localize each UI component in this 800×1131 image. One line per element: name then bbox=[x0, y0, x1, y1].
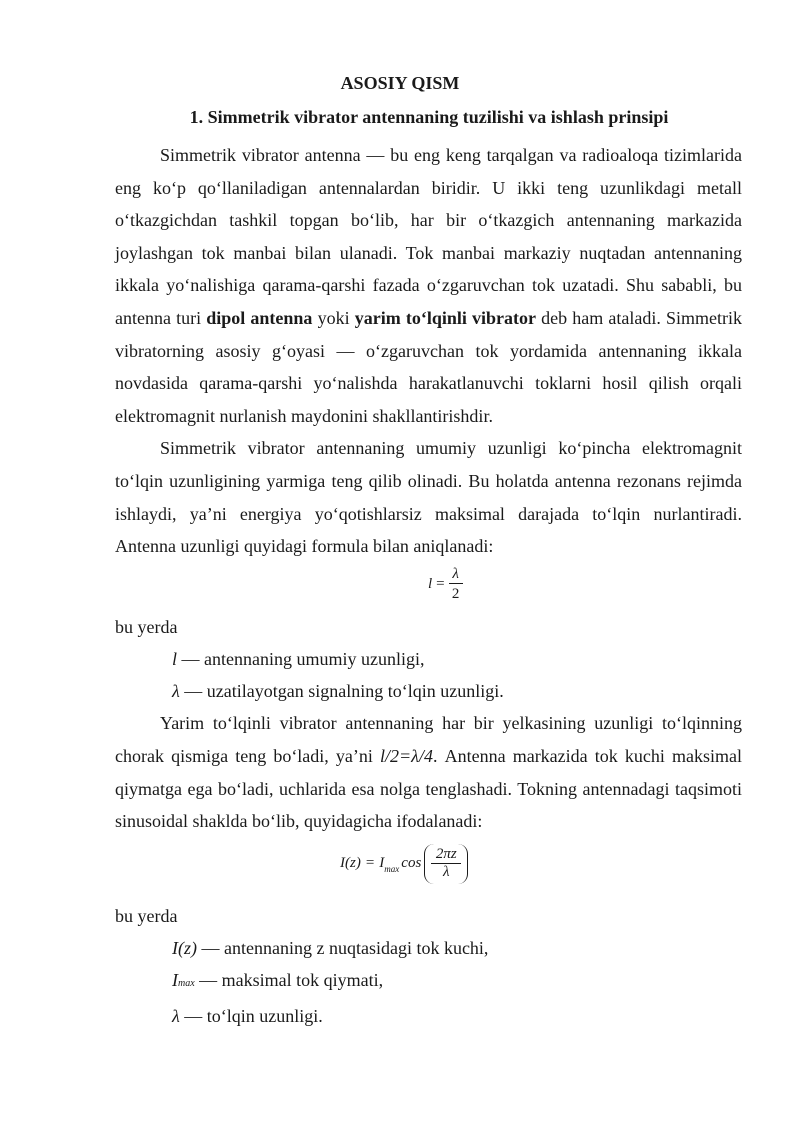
definition-symbol: λ bbox=[172, 681, 180, 702]
formula2-lhs: I(z) bbox=[340, 855, 361, 872]
definition-symbol: I(z) bbox=[172, 938, 197, 959]
formula2-imax: I bbox=[379, 855, 385, 872]
formula-length bbox=[115, 563, 742, 611]
where-label-2: bu yerda bbox=[115, 905, 178, 926]
p1-text-b: yoki bbox=[312, 307, 355, 328]
formula2-function: cos bbox=[401, 855, 422, 872]
definition-text: — uzatilayotgan signalning to‘lqin uzunligi. bbox=[179, 681, 504, 702]
where-label-1: bu yerda bbox=[115, 616, 178, 637]
formula1-numerator: λ bbox=[452, 565, 459, 582]
formula2-equals: = bbox=[365, 855, 375, 872]
definition-item bbox=[115, 964, 742, 1000]
formula2-denominator: λ bbox=[443, 864, 450, 881]
formula2-parentheses bbox=[424, 844, 468, 884]
document-body bbox=[115, 139, 742, 1032]
formula1-lhs: l bbox=[428, 575, 433, 592]
paragraph-1 bbox=[115, 139, 742, 432]
p1-text-c: deb ham ataladi. Simmetrik vibratorning asosiy g‘oyasi — o‘zgaruvchan tok yordamida antennaning ikkala novdasida qarama-qarshi yo‘nalishda harakatlanuvchi toklarni hosil qilish orqali elektromagnit nurlanish maydonini shakllantirishdir. bbox=[115, 307, 742, 426]
paragraph-2: Simmetrik vibrator antennaning umumiy uzunligi ko‘pincha elektromagnit to‘lqin uzunligining yarmiga teng qilib olinadi. Bu holatda antenna rezonans rejimda ishlaydi, ya’ni energiya yo‘qotishlarsiz maksimal darajada to‘lqin nurlantiradi. Antenna uzunligi quyidagi formula bilan aniqlanadi: bbox=[115, 438, 742, 557]
p3-text-a: Yarim to‘lqinli vibrator antennaning har bir yelkasining uzunligi to‘lqinning chorak qismiga teng bo‘ladi, ya’ni bbox=[115, 713, 742, 766]
definition-item bbox=[115, 1000, 742, 1032]
formula-current-distribution bbox=[115, 838, 742, 900]
formula1-denominator: 2 bbox=[451, 585, 460, 602]
definition-subscript: max bbox=[178, 978, 195, 990]
section-title: 1. Simmetrik vibrator antennaning tuzilishi va ishlash prinsipi bbox=[189, 107, 669, 127]
definition-text: — antennaning z nuqtasidagi tok kuchi, bbox=[197, 938, 489, 959]
p3-inline-formula: l/2=λ/4 bbox=[380, 745, 433, 766]
definition-text: — maksimal tok qiymati, bbox=[194, 970, 384, 991]
definition-text: — antennaning umumiy uzunligi, bbox=[177, 649, 425, 670]
definition-item bbox=[115, 675, 742, 707]
formula2-numerator: 2πz bbox=[435, 846, 457, 863]
formula1-equals: = bbox=[436, 575, 445, 592]
definition-text: — to‘lqin uzunligi. bbox=[179, 1006, 323, 1027]
definition-symbol: λ bbox=[172, 1006, 180, 1027]
formula2-subscript: max bbox=[384, 863, 400, 874]
paragraph-3 bbox=[115, 707, 742, 837]
definition-item bbox=[115, 643, 742, 675]
definition-item bbox=[115, 932, 742, 964]
definition-symbol: I bbox=[172, 970, 178, 991]
term-yarim-tolqinli-vibrator: yarim to‘lqinli vibrator bbox=[354, 307, 536, 328]
p3-text-b: . Antenna markazida tok kuchi maksimal qiymatga ega bo‘ladi, uchlarida esa nolga tenglashadi. Tokning antennadagi taqsimoti sinusoidal shaklda bo‘lib, quyidagicha ifodalanadi: bbox=[115, 745, 742, 832]
term-dipol-antenna: dipol antenna bbox=[206, 307, 313, 328]
definition-symbol: l bbox=[172, 649, 178, 670]
p1-text-a: Simmetrik vibrator antenna — bu eng keng tarqalgan va radioaloqa tizimlarida eng ko‘p qo‘llaniladigan antennalardan biridir. U ikki teng uzunlikdagi metall o‘tkazgichdan tashkil topgan bo‘lib, har bir o‘tkazgich antennaning markazida joylashgan tok manbai bilan ulanadi. Tok manbai markaziy nuqtadan antennaning ikkala yo‘nalishiga qarama-qarshi fazada o‘zgaruvchan tok uzatadi. Shu sababli, bu antenna turi bbox=[115, 145, 742, 328]
document-title: ASOSIY QISM bbox=[340, 73, 460, 93]
